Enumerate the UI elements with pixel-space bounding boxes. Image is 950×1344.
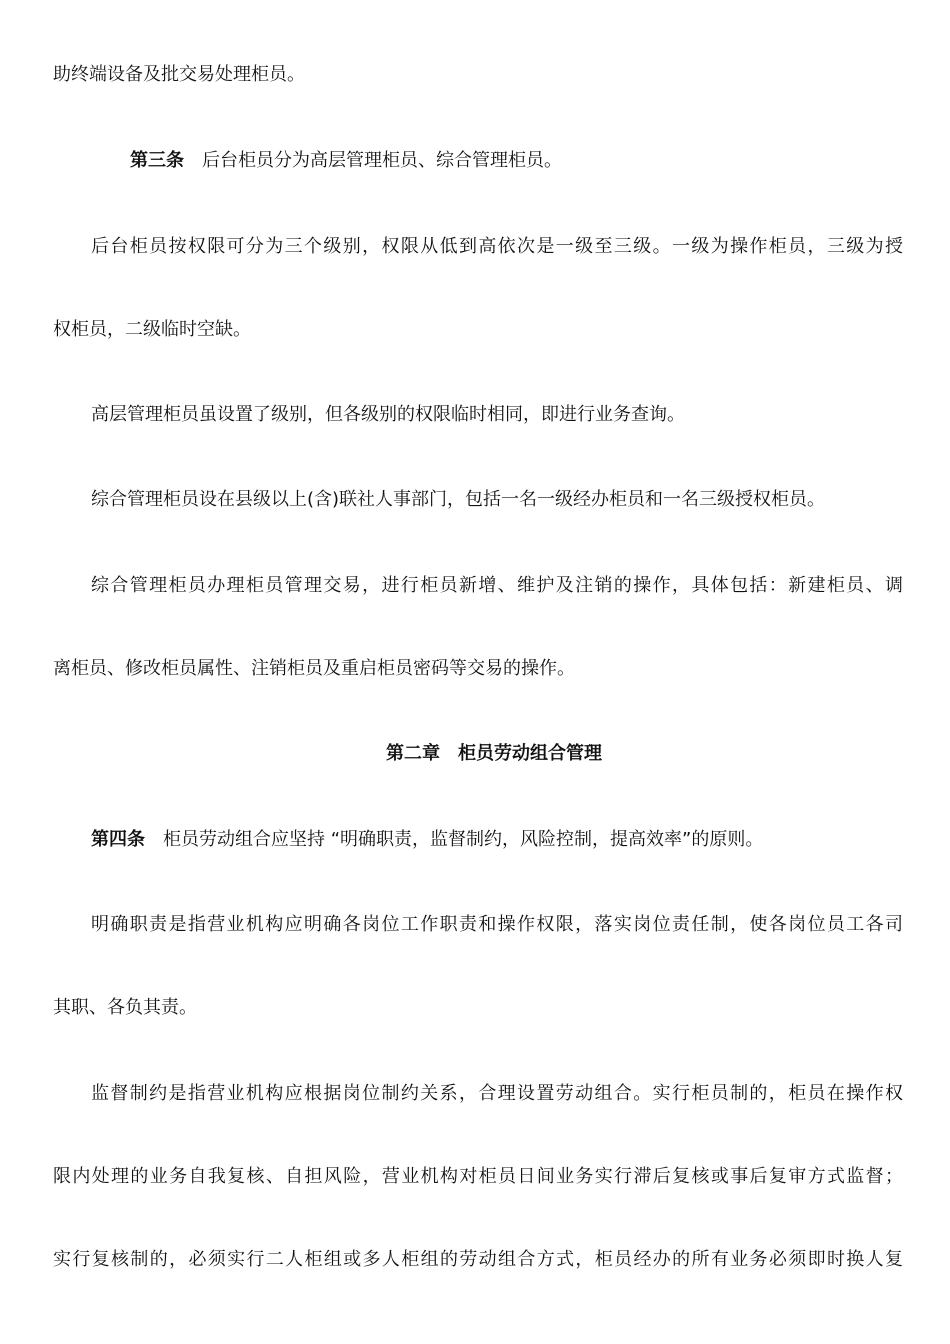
paragraph-line: 实行复核制的，必须实行二人柜组或多人柜组的劳动组合方式，柜员经办的所有业务必须即时换人复 bbox=[53, 1249, 903, 1270]
article-label: 第四条 bbox=[91, 829, 145, 850]
paragraph-line: 限内处理的业务自我复核、自担风险，营业机构对柜员日间业务实行滞后复核或事后复审方式监督； bbox=[53, 1166, 903, 1187]
article-3-heading: 第三条 后台柜员分为高层管理柜员、综合管理柜员。 bbox=[130, 150, 562, 171]
paragraph-line: 助终端设备及批交易处理柜员。 bbox=[53, 64, 305, 85]
paragraph-line: 权柜员，二级临时空缺。 bbox=[53, 319, 251, 340]
paragraph-line: 监督制约是指营业机构应根据岗位制约关系，合理设置劳动组合。实行柜员制的，柜员在操作权 bbox=[91, 1083, 903, 1104]
article-4-heading: 第四条 柜员劳动组合应坚持 “明确职责，监督制约，风险控制，提高效率”的原则。 bbox=[91, 829, 764, 850]
paragraph-line: 综合管理柜员设在县级以上(含)联社人事部门，包括一名一级经办柜员和一名三级授权柜员。 bbox=[91, 489, 826, 510]
chapter-title: 第二章 柜员劳动组合管理 bbox=[386, 743, 602, 764]
article-label: 第三条 bbox=[130, 150, 184, 171]
paragraph-line: 后台柜员按权限可分为三个级别，权限从低到高依次是一级至三级。一级为操作柜员，三级为授 bbox=[91, 236, 903, 257]
paragraph-line: 其职、各负其责。 bbox=[53, 997, 197, 1018]
paragraph-line: 综合管理柜员办理柜员管理交易，进行柜员新增、维护及注销的操作，具体包括：新建柜员、调 bbox=[91, 575, 903, 596]
paragraph-line: 明确职责是指营业机构应明确各岗位工作职责和操作权限，落实岗位责任制，使各岗位员工各司 bbox=[91, 914, 903, 935]
paragraph-line: 高层管理柜员虽设置了级别，但各级别的权限临时相同，即进行业务查询。 bbox=[91, 404, 685, 425]
paragraph-line: 离柜员、修改柜员属性、注销柜员及重启柜员密码等交易的操作。 bbox=[53, 658, 575, 679]
